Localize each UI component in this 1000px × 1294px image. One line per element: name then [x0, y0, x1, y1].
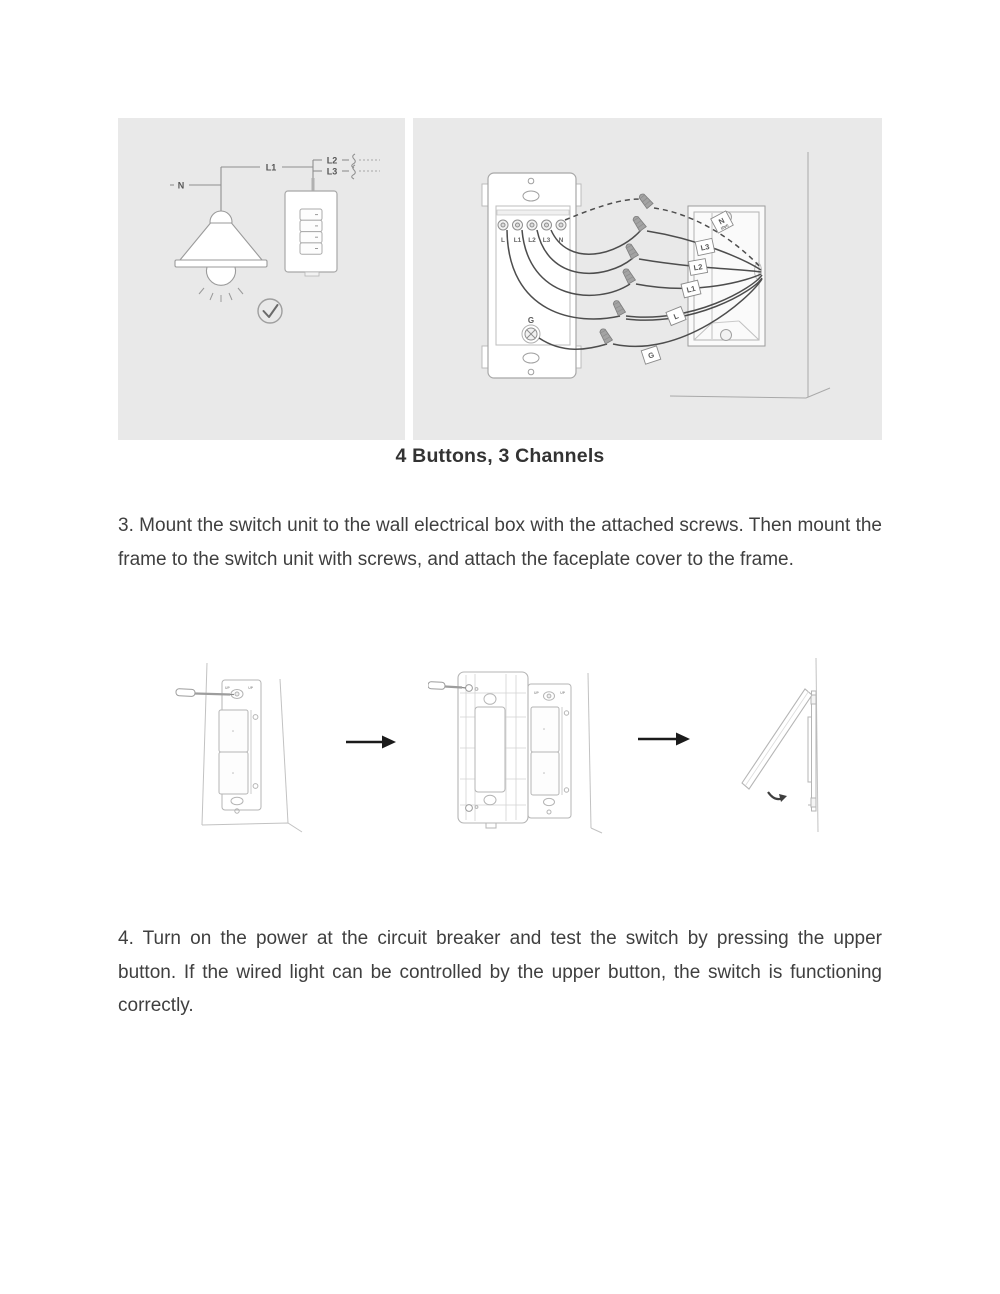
faceplate-icon	[742, 689, 812, 789]
mount-step3-figure	[735, 655, 850, 835]
tag-n-sub: (Opt)	[720, 223, 730, 231]
wall-outline	[588, 673, 602, 833]
switch-unit-icon	[482, 173, 581, 378]
mount-step1-figure	[175, 655, 305, 835]
tag-l: L	[672, 311, 680, 322]
figure-caption: 4 Buttons, 3 Channels	[395, 445, 605, 467]
checkmark-icon	[258, 299, 282, 323]
wire-label-l2: L2	[326, 155, 338, 166]
wiring-panel	[413, 118, 882, 440]
tag-g: G	[646, 350, 656, 361]
attach-arrow-icon	[768, 792, 787, 802]
arrow-right-icon	[638, 731, 690, 747]
step3-paragraph: 3. Mount the switch unit to the wall electrical box with the attached screws. Then mount the frame to the switch unit with screws, and attach the faceplate cover to the frame.	[118, 515, 882, 570]
tag-l3: L3	[699, 241, 711, 253]
load-squiggle-icon	[352, 154, 380, 179]
terminal-label-n: N	[558, 237, 564, 244]
four-button-switch-icon	[285, 191, 337, 276]
terminal-label-l1: L1	[513, 237, 522, 244]
wiring-diagram	[413, 118, 882, 440]
frame-icon	[458, 672, 528, 828]
switch-unit-front-icon	[528, 684, 571, 818]
terminal-label-l: L	[501, 237, 505, 244]
lamp-icon	[175, 211, 267, 302]
arrow-right-icon	[346, 734, 396, 750]
tag-l2: L2	[692, 262, 704, 273]
mounted-switch-side-icon	[808, 691, 816, 811]
up-label: UP	[560, 691, 565, 695]
wire-label-l3: L3	[326, 166, 338, 177]
mount-step2-figure	[428, 655, 603, 835]
terminal-label-l2: L2	[528, 237, 536, 244]
tag-l1: L1	[685, 283, 697, 295]
up-label: UP	[534, 691, 539, 695]
up-label: UP	[225, 686, 230, 690]
up-label: UP	[248, 686, 253, 690]
terminal-label-l3: L3	[542, 237, 551, 244]
schematic-panel	[118, 118, 405, 440]
tag-n: N	[717, 215, 727, 227]
ground-screw-icon	[522, 325, 540, 343]
schematic-diagram	[118, 118, 405, 440]
wire-nut-icons	[598, 192, 653, 344]
switch-unit-front-icon	[219, 680, 261, 813]
ground-terminal-label: G	[527, 316, 535, 325]
step4-paragraph: 4. Turn on the power at the circuit breaker and test the switch by pressing the upper button. If the wired light can be controlled by the upper button, the switch is functioning correctly.	[118, 928, 882, 1016]
wire-label-n: N	[177, 180, 185, 191]
wire-label-l1: L1	[265, 162, 277, 173]
